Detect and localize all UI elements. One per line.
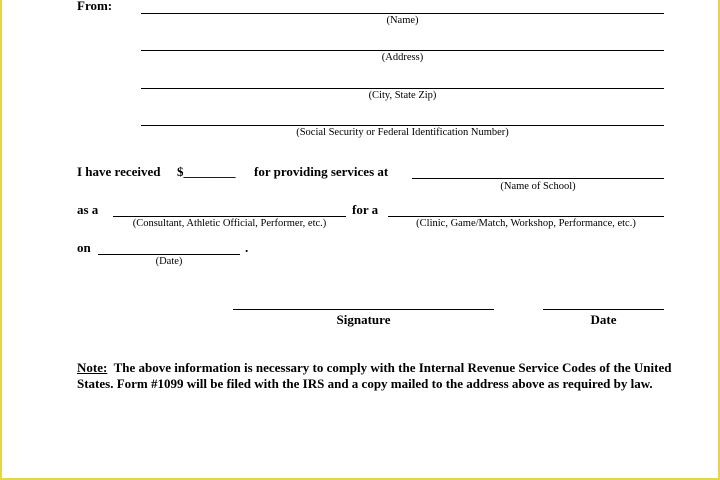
city-state-zip-caption: (City, State Zip) bbox=[368, 90, 437, 101]
name-caption: (Name) bbox=[386, 15, 419, 26]
signature-date-field[interactable] bbox=[543, 293, 664, 308]
received-label: I have received bbox=[77, 164, 161, 179]
on-label: on bbox=[77, 240, 91, 255]
role-caption: (Consultant, Athletic Official, Performer, etc.) bbox=[132, 218, 327, 229]
signature-field[interactable] bbox=[233, 293, 494, 308]
event-caption: (Clinic, Game/Match, Workshop, Performance, etc.) bbox=[416, 218, 636, 229]
services-label: for providing services at bbox=[254, 164, 389, 179]
school-line bbox=[412, 178, 664, 179]
ssn-field[interactable] bbox=[141, 110, 664, 125]
date-period: . bbox=[245, 240, 249, 255]
address-line bbox=[141, 50, 664, 51]
event-field[interactable] bbox=[388, 201, 664, 216]
ssn-caption: (Social Security or Federal Identification Number) bbox=[296, 127, 509, 138]
service-date-field[interactable] bbox=[98, 239, 240, 254]
service-date-line bbox=[98, 254, 240, 255]
note-heading: Note: bbox=[77, 360, 108, 375]
role-line bbox=[113, 216, 346, 217]
as-a-label: as a bbox=[77, 202, 99, 217]
event-line bbox=[388, 216, 664, 217]
role-field[interactable] bbox=[113, 201, 346, 216]
name-field[interactable] bbox=[141, 0, 664, 13]
signature-label: Signature bbox=[336, 312, 391, 327]
address-caption: (Address) bbox=[381, 52, 424, 63]
for-a-label: for a bbox=[352, 202, 379, 217]
from-label: From: bbox=[77, 0, 113, 13]
school-caption: (Name of School) bbox=[500, 181, 576, 192]
ssn-line bbox=[141, 125, 664, 126]
address-field[interactable] bbox=[141, 35, 664, 50]
note-text: The above information is necessary to comply with the Internal Revenue Service Codes of the United States. Form #1099 will be filed with the IRS and a copy mailed to the address above as required by law. bbox=[77, 360, 672, 391]
amount-blank: ________ bbox=[183, 164, 236, 179]
name-line bbox=[141, 13, 664, 14]
city-state-zip-line bbox=[141, 88, 664, 89]
dollar-sign: $ bbox=[177, 164, 184, 179]
signature-line bbox=[233, 309, 494, 310]
service-date-caption: (Date) bbox=[155, 256, 183, 267]
amount-field[interactable] bbox=[188, 163, 246, 178]
city-state-zip-field[interactable] bbox=[141, 73, 664, 88]
signature-date-line bbox=[543, 309, 664, 310]
signature-date-label: Date bbox=[590, 312, 617, 327]
legal-note bbox=[77, 360, 677, 392]
school-field[interactable] bbox=[412, 163, 664, 178]
